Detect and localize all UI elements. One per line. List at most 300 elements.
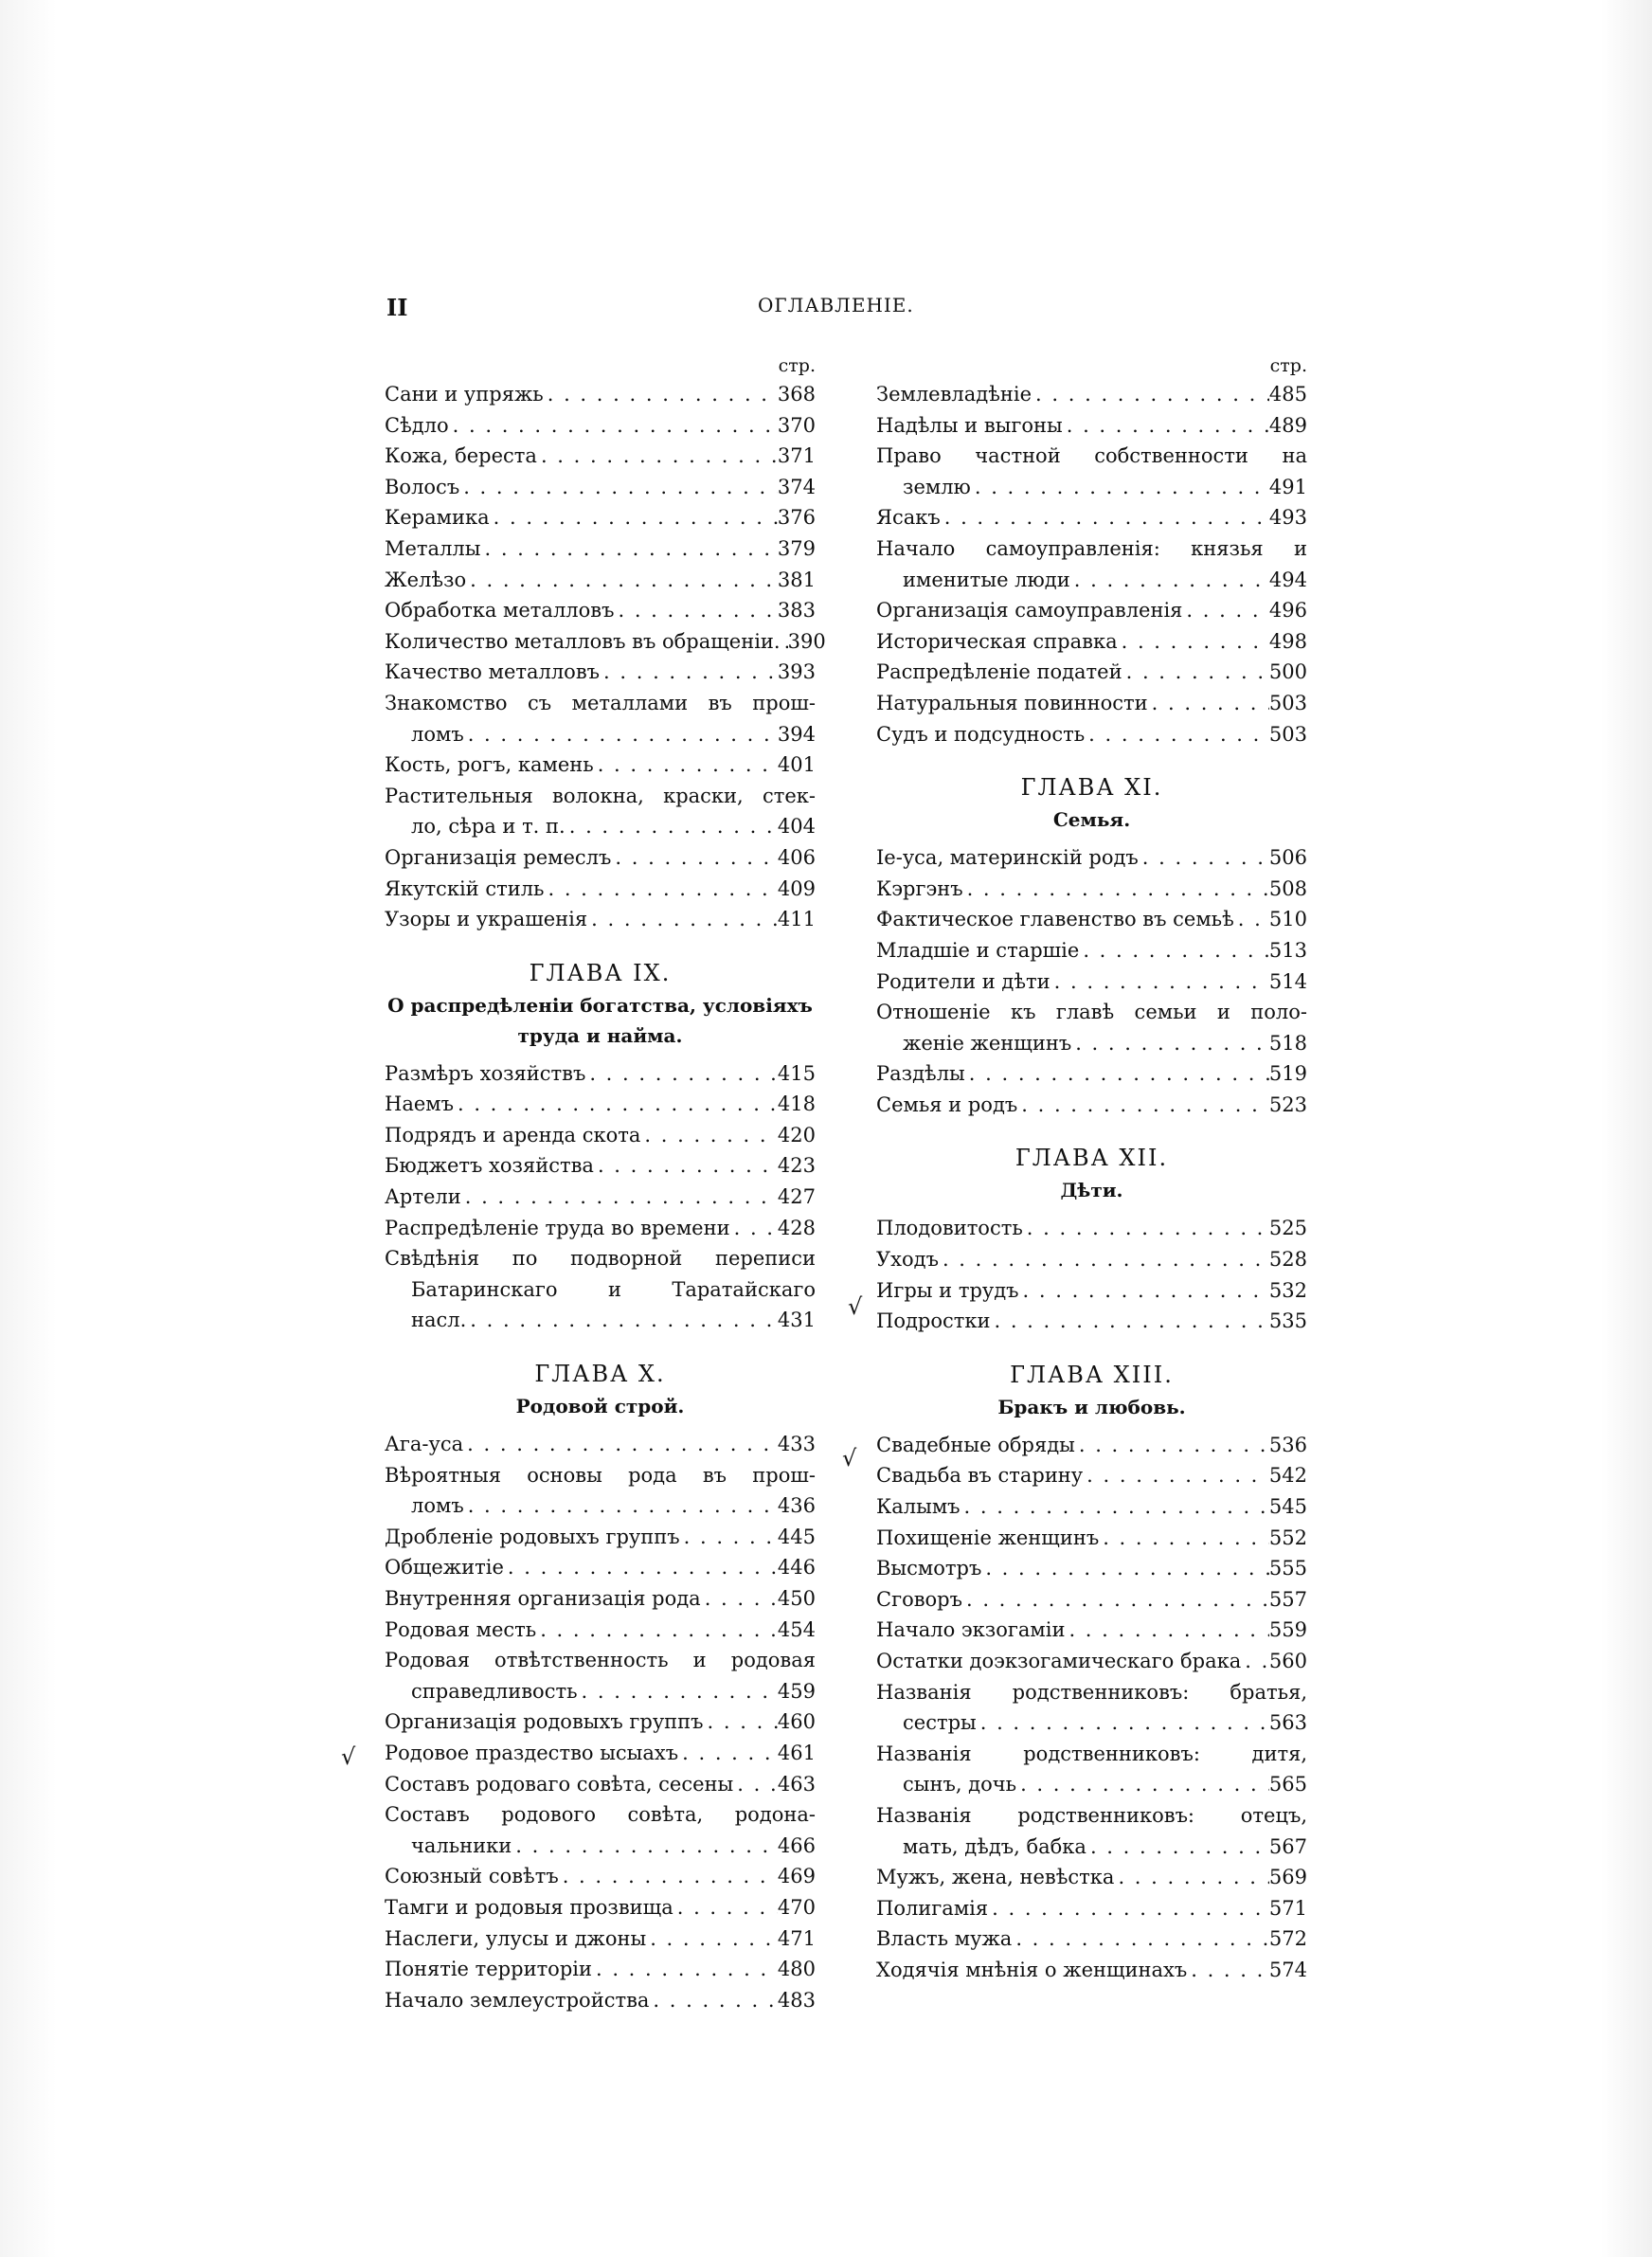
- toc-entry: [876, 379, 1307, 410]
- toc-entry: [876, 410, 1307, 442]
- chapter-heading: ГЛАВА XII.: [1015, 1145, 1169, 1172]
- entry-continuation: [385, 719, 816, 750]
- entry-title-line: Батаринскаго и Таратайскаго: [411, 1277, 816, 1301]
- entry-title: Судъ и подсудность: [876, 722, 1086, 746]
- entry-title: Бюджетъ хозяйства: [385, 1154, 594, 1178]
- dot-leader: [965, 1058, 1269, 1090]
- dot-leader: [990, 1306, 1268, 1337]
- dot-leader: [611, 842, 778, 874]
- dot-leader: [1182, 595, 1268, 626]
- dot-leader: [459, 472, 778, 503]
- toc-entry: [385, 1182, 816, 1213]
- entry-title: Подростки: [876, 1309, 991, 1333]
- toc-entry: [385, 874, 816, 905]
- entry-title: Надѣлы и выгоны: [876, 413, 1063, 437]
- toc-right-column: [876, 352, 1307, 1986]
- dot-leader: [1118, 626, 1269, 658]
- entry-title-line: Право частной собственности на: [876, 444, 1307, 468]
- dot-leader: [680, 1522, 778, 1553]
- entry-continuation: [385, 811, 816, 842]
- dot-leader: [1023, 1213, 1269, 1244]
- page-column-label: стр.: [1269, 355, 1307, 376]
- entry-page: 498: [1268, 629, 1307, 653]
- dot-leader: [544, 874, 777, 905]
- toc-entry: [385, 1892, 816, 1923]
- dot-leader: [988, 1893, 1269, 1924]
- entry-title-line: Начало самоуправленія: князья и: [876, 536, 1307, 560]
- entry-continuation: [385, 1490, 816, 1522]
- entry-page: 379: [777, 536, 816, 560]
- entry-title: Плодовитость: [876, 1217, 1023, 1240]
- entry-page: 393: [777, 660, 816, 684]
- toc-entry: [385, 1150, 816, 1182]
- toc-entry: [876, 502, 1307, 533]
- dot-leader: [1017, 1090, 1269, 1121]
- entry-continuation: [876, 1707, 1307, 1739]
- chapter-subtitle: Семья.: [1052, 808, 1131, 832]
- entry-page: 461: [777, 1741, 816, 1764]
- entry-title: Металлы: [385, 536, 481, 560]
- dot-leader: [1099, 1523, 1269, 1554]
- entry-continuation: [876, 565, 1307, 596]
- toc-entry: [385, 565, 816, 596]
- page-number: II: [386, 294, 408, 321]
- entry-title: Наемъ: [385, 1092, 454, 1116]
- entry-page: 485: [1268, 383, 1307, 406]
- toc-entry: [385, 657, 816, 688]
- handwritten-check-mark: √: [848, 1293, 863, 1320]
- entry-page: 394: [777, 722, 816, 746]
- entry-page: 401: [777, 753, 816, 777]
- toc-entry: [385, 1120, 816, 1151]
- toc-entry: [385, 1923, 816, 1955]
- toc-entry: [385, 842, 816, 874]
- entry-page: 494: [1268, 568, 1307, 591]
- chapter-heading: ГЛАВА IX.: [529, 959, 672, 986]
- entry-title-line: женіе женщинъ: [903, 1031, 1072, 1055]
- entry-title-line: землю: [903, 475, 971, 498]
- page-title: ОГЛАВЛЕНІЕ.: [758, 294, 914, 316]
- entry-page: 411: [777, 908, 816, 931]
- entry-title: Родовая месть: [385, 1617, 537, 1641]
- toc-entry: [876, 1955, 1307, 1986]
- entry-page: 445: [777, 1525, 816, 1548]
- entry-page: 418: [777, 1092, 816, 1116]
- entry-title-line: Растительныя волокна, краски, стек-: [385, 784, 816, 807]
- dot-leader: [941, 502, 1269, 533]
- entry-page: 423: [777, 1154, 816, 1178]
- entry-page: 480: [777, 1958, 816, 1981]
- dot-leader: [1016, 1769, 1269, 1800]
- entry-title: Понятіе территоріи: [385, 1958, 592, 1981]
- entry-title: Родители и дѣти: [876, 969, 1050, 993]
- entry-page: 370: [777, 413, 816, 437]
- toc-entry: [876, 966, 1307, 998]
- chapter-subtitle: О распредѣленіи богатства, условіяхъ труда и найма.: [387, 993, 813, 1047]
- entry-title: Родовое праздество ысыахъ: [385, 1741, 679, 1764]
- dot-leader: [781, 626, 788, 658]
- entry-title: Семья и родъ: [876, 1092, 1018, 1116]
- dot-leader: [536, 1615, 778, 1646]
- entry-title: Власть мужа: [876, 1927, 1013, 1951]
- entry-title-line: Названія родственниковъ: отецъ,: [876, 1803, 1307, 1827]
- dot-leader: [1012, 1923, 1269, 1955]
- handwritten-check-mark: √: [842, 1445, 857, 1472]
- entry-page: 503: [1268, 722, 1307, 746]
- entry-page: 565: [1268, 1773, 1307, 1797]
- entry-title: Младшіе и старшіе: [876, 938, 1080, 962]
- entry-title: Распредѣленіе податей: [876, 660, 1122, 684]
- dot-leader: [1086, 1832, 1269, 1863]
- dot-leader: [449, 410, 778, 442]
- toc-entry: [385, 502, 816, 533]
- toc-entry: [385, 472, 816, 503]
- entry-page: 563: [1268, 1711, 1307, 1735]
- toc-entry: [385, 1522, 816, 1553]
- toc-entry: [385, 1861, 816, 1892]
- toc-entry: [876, 1523, 1307, 1554]
- toc-entry: [385, 1213, 816, 1244]
- entry-title: Игры и трудъ: [876, 1278, 1019, 1302]
- entry-title: Организація ремеслъ: [385, 845, 612, 869]
- entry-page: 466: [777, 1833, 816, 1857]
- entry-page: 491: [1268, 475, 1307, 498]
- entry-page: 514: [1268, 969, 1307, 993]
- entry-page: 545: [1268, 1495, 1307, 1519]
- entry-title-line: справедливость: [411, 1679, 578, 1703]
- entry-page: 555: [1268, 1557, 1307, 1580]
- entry-title-line: сестры: [903, 1711, 977, 1735]
- entry-title: Наслеги, улусы и джоны: [385, 1926, 647, 1950]
- entry-title: Землевладѣніе: [876, 383, 1032, 406]
- handwritten-check-mark: √: [341, 1743, 356, 1770]
- dot-leader: [1032, 379, 1269, 410]
- dot-leader: [1070, 565, 1269, 596]
- entry-title-line: мать, дѣдъ, бабка: [903, 1834, 1086, 1858]
- dot-leader: [1063, 410, 1269, 442]
- entry-page: 535: [1268, 1309, 1307, 1333]
- entry-page: 559: [1268, 1618, 1307, 1642]
- entry-page: 409: [777, 876, 816, 900]
- toc-entry: [385, 441, 816, 472]
- toc-entry: [876, 595, 1307, 626]
- chapter-heading: ГЛАВА X.: [534, 1361, 666, 1388]
- entry-continuation: [876, 1769, 1307, 1800]
- entry-page: 571: [1268, 1896, 1307, 1920]
- entry-title-line: Свѣдѣнія по подворной переписи: [385, 1247, 816, 1271]
- dot-leader: [504, 1552, 778, 1583]
- entry-page: 404: [777, 815, 816, 839]
- toc-entry: [876, 1677, 1307, 1739]
- entry-page: 489: [1268, 413, 1307, 437]
- dot-leader: [1019, 1275, 1269, 1307]
- toc-entry: [876, 1893, 1307, 1924]
- entry-page: 518: [1268, 1031, 1307, 1055]
- entry-page: 371: [777, 444, 816, 468]
- entry-title: Высмотръ: [876, 1557, 982, 1580]
- dot-leader: [614, 595, 777, 626]
- dot-leader: [480, 533, 777, 565]
- toc-entry: [876, 904, 1307, 935]
- dot-leader: [466, 565, 778, 596]
- toc-entry: [876, 1430, 1307, 1461]
- entry-title-line: именитые люди: [903, 568, 1070, 591]
- entry-page: 428: [777, 1216, 816, 1239]
- toc-entry: [385, 1243, 816, 1336]
- entry-title: Натуральныя повинности: [876, 691, 1148, 714]
- entry-page: 532: [1268, 1278, 1307, 1302]
- toc-entry: [876, 1306, 1307, 1337]
- toc-entry: [876, 1923, 1307, 1955]
- entry-title: Размѣръ хозяйствъ: [385, 1061, 586, 1085]
- entry-title: Ходячія мнѣнія о женщинахъ: [876, 1958, 1188, 1981]
- entry-title: Ясакъ: [876, 506, 941, 530]
- dot-leader: [594, 1150, 778, 1182]
- entry-page: 567: [1268, 1834, 1307, 1858]
- entry-title: Артели: [385, 1185, 461, 1209]
- toc-entry: [876, 1275, 1307, 1307]
- toc-entry: [385, 1706, 816, 1738]
- entry-title: Фактическое главенство въ семьѣ: [876, 908, 1234, 931]
- dot-leader: [592, 1954, 778, 1985]
- dot-leader: [585, 1058, 778, 1090]
- entry-title: Якутскій стиль: [385, 876, 545, 900]
- dot-leader: [961, 1491, 1269, 1523]
- toc-left-column: [385, 352, 826, 2015]
- entry-title: Сѣдло: [385, 413, 449, 437]
- entry-page: 376: [777, 506, 816, 530]
- chapter-heading: ГЛАВА XIII.: [1010, 1361, 1174, 1388]
- toc-entry: [876, 935, 1307, 966]
- dot-leader: [1139, 842, 1269, 874]
- entry-continuation: [385, 1676, 816, 1707]
- toc-entry: [385, 749, 816, 781]
- entry-page: 542: [1268, 1464, 1307, 1488]
- entry-page: 574: [1268, 1958, 1307, 1981]
- entry-title: Свадебные обряды: [876, 1433, 1075, 1456]
- toc-entry: [876, 626, 1307, 658]
- entry-continuation: [876, 1028, 1307, 1059]
- entry-page: 433: [777, 1433, 816, 1456]
- entry-page: 381: [777, 568, 816, 591]
- dot-leader: [1075, 1430, 1269, 1461]
- entry-page: 406: [777, 845, 816, 869]
- entry-title: Подрядъ и аренда скота: [385, 1123, 641, 1147]
- dot-leader: [1085, 719, 1269, 750]
- dot-leader: [466, 1305, 778, 1336]
- dot-leader: [640, 1120, 778, 1151]
- entry-title: Мужъ, жена, невѣстка: [876, 1866, 1115, 1889]
- entry-continuation: [385, 1831, 816, 1862]
- entry-title: Похищеніе женщинъ: [876, 1526, 1100, 1549]
- entry-title: Распредѣленіе труда во времени: [385, 1216, 730, 1239]
- entry-page: 496: [1268, 599, 1307, 623]
- toc-entry: [385, 688, 816, 749]
- toc-entry: [876, 1244, 1307, 1275]
- entry-title-line: Отношеніе къ главѣ семьи и поло-: [876, 1001, 1307, 1024]
- dot-leader: [544, 379, 778, 410]
- entry-title: Историческая справка: [876, 629, 1118, 653]
- dot-leader: [963, 874, 1269, 905]
- toc-entry: [385, 626, 826, 658]
- entry-title: Союзный совѣтъ: [385, 1865, 559, 1888]
- entry-title: Организація самоуправленія: [876, 599, 1183, 623]
- entry-title: Кожа, береста: [385, 444, 537, 468]
- dot-leader: [464, 1490, 778, 1522]
- entry-title: Кэргэнъ: [876, 876, 963, 900]
- toc-entry: [385, 379, 816, 410]
- toc-entry: [385, 781, 816, 842]
- toc-entry: [385, 1058, 816, 1090]
- entry-title: Сани и упряжь: [385, 383, 544, 406]
- entry-title: Полигамія: [876, 1896, 989, 1920]
- entry-page: 483: [777, 1988, 816, 2012]
- toc-entry: [876, 1213, 1307, 1244]
- toc-entry: [385, 904, 816, 935]
- entry-title-line: Родовая отвѣтственность и родовая: [385, 1649, 816, 1672]
- entry-title: Свадьба въ старину: [876, 1464, 1084, 1488]
- entry-page: 569: [1268, 1866, 1307, 1889]
- entry-page: 390: [787, 629, 826, 653]
- toc-entry: [876, 657, 1307, 688]
- entry-page: 536: [1268, 1433, 1307, 1456]
- entry-title: Уходъ: [876, 1248, 939, 1272]
- entry-title: Желѣзо: [385, 568, 467, 591]
- entry-title: Узоры и украшенія: [385, 908, 588, 931]
- toc-entry: [876, 1862, 1307, 1893]
- dot-leader: [649, 1985, 777, 2016]
- dot-leader: [537, 441, 778, 472]
- entry-title: Составъ родоваго совѣта, сесены: [385, 1772, 734, 1796]
- toc-entry: [385, 1799, 816, 1861]
- entry-title: Ага-уса: [385, 1433, 464, 1456]
- entry-title-line: ломъ: [411, 1494, 464, 1518]
- entry-page: 510: [1268, 908, 1307, 931]
- toc-entry: [876, 1553, 1307, 1584]
- entry-title-line: Вѣроятныя основы рода въ прош-: [385, 1463, 816, 1487]
- entry-title: Организація родовыхъ группъ: [385, 1710, 704, 1734]
- dot-leader: [594, 749, 778, 781]
- entry-title-line: сынъ, дочь: [903, 1773, 1017, 1797]
- dot-leader: [1187, 1955, 1269, 1986]
- entry-page: 436: [777, 1494, 816, 1518]
- dot-leader: [1083, 1460, 1269, 1491]
- toc-entry: [385, 1615, 816, 1646]
- toc-entry: [876, 719, 1307, 750]
- entry-page: 493: [1268, 506, 1307, 530]
- toc-entry: [385, 1460, 816, 1522]
- dot-leader: [678, 1738, 778, 1769]
- dot-leader: [1071, 1028, 1269, 1059]
- toc-entry: [876, 1646, 1307, 1677]
- toc-entry: [876, 1800, 1307, 1862]
- dot-leader: [1122, 657, 1269, 688]
- toc-entry: [876, 1615, 1307, 1646]
- toc-entry: [385, 1985, 816, 2016]
- chapter-heading: ГЛАВА XI.: [1020, 774, 1163, 802]
- entry-title: Общежитіе: [385, 1556, 504, 1580]
- entry-page: 463: [777, 1772, 816, 1796]
- entry-title: Качество металловъ: [385, 660, 601, 684]
- entry-page: 470: [777, 1895, 816, 1919]
- entry-page: 471: [777, 1926, 816, 1950]
- entry-title-line: ло, сѣра и т. п.: [411, 815, 566, 839]
- toc-entry: [385, 1089, 816, 1120]
- entry-page: 503: [1268, 691, 1307, 714]
- toc-entry: [385, 1738, 816, 1769]
- entry-title: Тамги и родовыя прозвища: [385, 1895, 673, 1919]
- toc-entry: [385, 533, 816, 565]
- dot-leader: [1148, 688, 1269, 719]
- entry-page: 454: [777, 1617, 816, 1641]
- entry-title: Начало экзогаміи: [876, 1618, 1066, 1642]
- dot-leader: [981, 1553, 1269, 1584]
- entry-title-line: чальники: [411, 1833, 512, 1857]
- toc-entry: [876, 997, 1307, 1058]
- dot-leader: [701, 1583, 778, 1615]
- dot-leader: [559, 1861, 778, 1892]
- toc-entry: [876, 688, 1307, 719]
- dot-leader: [1065, 1615, 1268, 1646]
- entry-title: Дробленіе родовыхъ группъ: [385, 1525, 680, 1548]
- entry-title-line: насл.: [411, 1309, 467, 1332]
- toc-entry: [876, 441, 1307, 502]
- entry-title: Сговоръ: [876, 1587, 962, 1611]
- entry-title: Іе-уса, материнскій родъ: [876, 846, 1139, 870]
- entry-page: 368: [777, 383, 816, 406]
- dot-leader: [730, 1213, 778, 1244]
- dot-leader: [463, 1429, 778, 1460]
- entry-title-line: Названія родственниковъ: братья,: [876, 1680, 1307, 1704]
- entry-page: 374: [777, 475, 816, 498]
- toc-entry: [385, 1769, 816, 1800]
- entry-page: 431: [777, 1309, 816, 1332]
- entry-title-line: Составъ родового совѣта, родона-: [385, 1803, 816, 1827]
- entry-title: Кость, рогъ, камень: [385, 753, 594, 777]
- entry-title-line: Знакомство съ металлами въ прош-: [385, 691, 816, 714]
- entry-page: 560: [1268, 1650, 1307, 1672]
- dot-leader: [1241, 1646, 1269, 1677]
- entry-title: Раздѣлы: [876, 1062, 965, 1086]
- entry-continuation: [876, 472, 1307, 503]
- entry-title: Волосъ: [385, 475, 460, 498]
- entry-page: 460: [777, 1710, 816, 1734]
- dot-leader: [461, 1182, 778, 1213]
- toc-entry: [876, 533, 1307, 595]
- entry-title: Количество металловъ въ обращеніи.: [385, 629, 781, 653]
- dot-leader: [962, 1584, 1269, 1616]
- entry-title-line: ломъ: [411, 722, 464, 746]
- toc-entry: [876, 1090, 1307, 1121]
- entry-title: Остатки доэкзогамическаго брака: [876, 1650, 1242, 1672]
- dot-leader: [971, 472, 1269, 503]
- entry-page: 450: [777, 1587, 816, 1610]
- dot-leader: [673, 1892, 778, 1923]
- toc-entry: [385, 1583, 816, 1615]
- entry-page: 523: [1268, 1092, 1307, 1116]
- entry-page: 415: [777, 1061, 816, 1085]
- entry-page: 508: [1268, 876, 1307, 900]
- entry-page: 552: [1268, 1526, 1307, 1549]
- chapter-subtitle: Дѣти.: [1060, 1179, 1123, 1202]
- entry-page: 525: [1268, 1217, 1307, 1240]
- toc-entry: [876, 1739, 1307, 1800]
- entry-page: 572: [1268, 1927, 1307, 1951]
- dot-leader: [1234, 904, 1269, 935]
- dot-leader: [646, 1923, 778, 1955]
- entry-page: 506: [1268, 846, 1307, 870]
- dot-leader: [1114, 1862, 1268, 1893]
